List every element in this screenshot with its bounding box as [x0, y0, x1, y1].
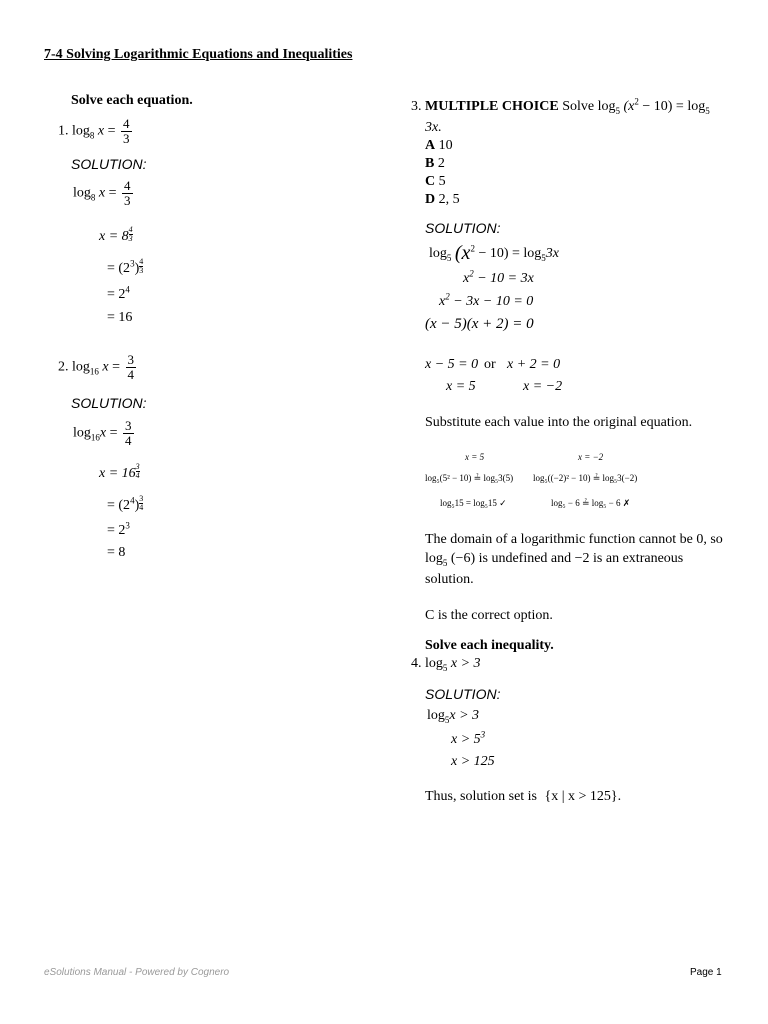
- exponent: 2: [470, 243, 475, 254]
- exp-den: 4: [139, 503, 144, 512]
- exponent: 3: [480, 729, 486, 740]
- option-c: [425, 173, 460, 191]
- solution-set-text: [425, 789, 621, 805]
- domain-text-2: [425, 551, 683, 567]
- p2-step-4: [107, 520, 130, 539]
- p3-step-6b: x = −2: [523, 379, 563, 394]
- log-base: 5: [442, 557, 448, 568]
- p2-step-3: [107, 495, 143, 514]
- solution-set: {x | x > 125}.: [544, 789, 622, 804]
- variable: x: [99, 425, 107, 441]
- log-base: 5: [615, 105, 620, 116]
- option-letter: A: [425, 138, 436, 153]
- log-text: log: [72, 123, 90, 139]
- fraction-num: 4: [124, 178, 131, 193]
- log-base: 5: [541, 252, 546, 263]
- variable: x: [98, 185, 106, 201]
- check-line-1: log₅(5² − 10) ≟ log₅3(5): [425, 473, 514, 483]
- p4-step-1: [427, 708, 479, 724]
- check-result-1: log₅15 = log₅15 ✓: [440, 498, 507, 508]
- question-text: − 10) = log: [642, 99, 706, 114]
- log-base: 5: [442, 662, 448, 673]
- options-list: [425, 137, 460, 209]
- page-title: 7-4 Solving Logarithmic Equations and Inequalities: [44, 47, 353, 62]
- equals: =: [107, 123, 116, 139]
- option-b: [425, 155, 460, 173]
- page-number: Page 1: [690, 967, 722, 978]
- fraction-den: 4: [125, 433, 132, 448]
- log-base: 5: [444, 714, 450, 725]
- p3-step-2: [463, 268, 534, 287]
- option-text: 5: [438, 174, 446, 189]
- log-text: log: [425, 551, 443, 566]
- variable: x: [102, 359, 109, 375]
- domain-text-3: solution.: [425, 572, 474, 587]
- solution-label: SOLUTION:: [425, 686, 501, 702]
- exponent-fraction: [129, 226, 133, 243]
- option-letter: B: [425, 156, 435, 171]
- option-text: 10: [438, 138, 453, 153]
- step-text: = 2: [107, 523, 126, 538]
- p2-step-5: = 8: [107, 545, 126, 560]
- problem-number: 4.: [411, 656, 422, 671]
- fraction: [121, 117, 132, 146]
- p3-step-6a: x = 5: [446, 379, 476, 394]
- p1-step-1: [73, 179, 135, 208]
- fraction-den: 3: [124, 193, 131, 208]
- p3-step-3: [439, 291, 534, 310]
- step-text: x = 16: [99, 466, 136, 481]
- fraction-num: 4: [123, 116, 130, 131]
- fraction-num: 3: [127, 352, 135, 367]
- log-text: log: [425, 656, 443, 671]
- p4-step-3: x > 125: [451, 754, 495, 769]
- log-base: 16: [90, 432, 100, 443]
- fraction: [123, 419, 134, 448]
- domain-text-1: The domain of a logarithmic function cannot be 0, so: [425, 532, 723, 547]
- question-text: (x: [623, 99, 635, 114]
- check-header-2: x = −2: [578, 452, 604, 462]
- fraction-num: 3: [125, 418, 132, 433]
- fraction: [126, 353, 137, 382]
- equals: =: [112, 359, 121, 375]
- problem-number: 2.: [58, 359, 69, 375]
- option-letter: D: [425, 192, 436, 207]
- step-text: x > 3: [449, 708, 480, 723]
- exponent-fraction: [139, 258, 143, 275]
- exponent: 2: [634, 96, 639, 107]
- exp-num: 4: [139, 257, 144, 266]
- section-heading-inequalities: Solve each inequality.: [425, 638, 554, 653]
- step-text: (x: [454, 242, 471, 264]
- step-text: (−6) is undefined and −2 is an extraneous: [450, 551, 684, 566]
- exp-num: 3: [139, 494, 144, 503]
- log-text: log: [73, 425, 91, 441]
- solution-label: SOLUTION:: [71, 156, 147, 172]
- step-text: x: [463, 271, 470, 286]
- fraction-den: 3: [123, 131, 130, 146]
- step-text: = (2: [107, 498, 131, 513]
- log-text: log: [427, 708, 445, 723]
- log-base: 8: [89, 130, 95, 141]
- exponent: 2: [469, 268, 474, 279]
- p1-step-5: = 16: [107, 310, 133, 325]
- substitute-text: Substitute each value into the original equation.: [425, 415, 693, 430]
- p1-step-4: [107, 284, 130, 303]
- exp-num: 4: [128, 225, 133, 234]
- problem-number: 3.: [411, 99, 422, 114]
- p3-step-4: (x − 5)(x + 2) = 0: [425, 316, 534, 332]
- p1-step-3: [107, 258, 143, 277]
- step-text: x > 5: [451, 732, 481, 747]
- section-heading-equations: Solve each equation.: [71, 93, 193, 108]
- log-base: 16: [89, 366, 99, 377]
- p3-step-5b: x + 2 = 0: [507, 357, 561, 372]
- log-base: 5: [446, 252, 452, 263]
- exp-num: 3: [135, 462, 140, 471]
- fraction-den: 4: [127, 367, 135, 382]
- p1-step-2: [99, 226, 133, 245]
- step-text: x = 8: [99, 229, 129, 244]
- p3-step-5a: x − 5 = 0: [425, 357, 479, 372]
- inner-exponent: 3: [130, 258, 135, 269]
- option-text: 2: [437, 156, 445, 171]
- option-d: [425, 191, 460, 209]
- step-text: = 2: [107, 287, 126, 302]
- exponent-fraction: [139, 495, 143, 512]
- step-text: = (2: [107, 261, 131, 276]
- check-line-2: log₅((−2)² − 10) ≟ log₅3(−2): [533, 473, 638, 483]
- fraction: [122, 179, 133, 208]
- inner-exponent: 4: [130, 495, 135, 506]
- problem-3-question-line2: 3x.: [425, 120, 442, 135]
- correct-option-text: C is the correct option.: [425, 608, 553, 623]
- problem-number: 1.: [58, 123, 69, 139]
- multiple-choice-label: MULTIPLE CHOICE: [425, 99, 559, 114]
- exp-den: 4: [135, 471, 140, 480]
- step-text: 3x: [545, 246, 559, 261]
- p4-step-2: [451, 729, 486, 748]
- log-base: 8: [90, 192, 96, 203]
- question-text: Solve log: [562, 99, 616, 114]
- question-text: x > 3: [450, 656, 481, 671]
- log-text: log: [429, 246, 447, 261]
- exp-den: 3: [139, 266, 144, 275]
- step-text: − 10 = 3x: [477, 271, 534, 286]
- solution-label: SOLUTION:: [425, 220, 501, 236]
- step-text: ): [134, 498, 140, 513]
- option-a: [425, 137, 460, 155]
- exp-den: 3: [128, 234, 133, 243]
- problem-1: [58, 117, 134, 146]
- p2-step-1: [73, 419, 136, 448]
- option-letter: C: [425, 174, 436, 189]
- equals: =: [109, 425, 118, 441]
- problem-3-question: [411, 96, 710, 116]
- p2-step-2: [99, 463, 140, 482]
- log-text: log: [73, 185, 91, 201]
- log-text: log: [72, 359, 90, 375]
- check-result-2: log₅ − 6 ≟ log₅ − 6 ✗: [551, 498, 631, 508]
- exponent: 3: [125, 520, 130, 531]
- step-text: − 10) = log: [478, 246, 542, 261]
- problem-2: [58, 353, 138, 382]
- problem-4: [411, 656, 481, 672]
- check-header-1: x = 5: [465, 452, 485, 462]
- solution-label: SOLUTION:: [71, 395, 147, 411]
- equals: =: [108, 185, 117, 201]
- log-base: 5: [705, 105, 710, 116]
- exponent: 2: [445, 291, 450, 302]
- footer-credit: eSolutions Manual - Powered by Cognero: [44, 967, 230, 978]
- step-text: ): [134, 261, 140, 276]
- p3-step-1: [429, 242, 559, 265]
- p3-step-5-or: or: [484, 357, 496, 372]
- step-text: − 3x − 10 = 0: [453, 294, 534, 309]
- step-text: x: [439, 294, 446, 309]
- exponent: 4: [125, 284, 130, 295]
- variable: x: [97, 123, 105, 139]
- step-text: Thus, solution set is: [425, 789, 538, 804]
- option-text: 2, 5: [438, 192, 460, 207]
- exponent-fraction: [136, 463, 140, 480]
